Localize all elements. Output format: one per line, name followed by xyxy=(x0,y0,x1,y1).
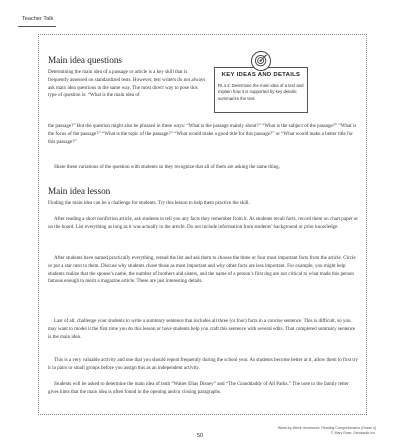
header-label: Teacher Talk xyxy=(22,16,54,22)
page-number: 50 xyxy=(196,433,204,439)
paragraph: Last of all, challenge your students to write a summary sentence that includes all three (or four) facts in a concise sentence. This is difficult, so you may want to model it the first time you do this lesson or have students help you craft this sentence with several edits. That completed summary sentence is the main idea. xyxy=(48,318,356,340)
footer-credit xyxy=(276,426,376,436)
paragraph: Share these variations of the question with students so they recognize that all of them are asking the same thing. xyxy=(54,164,280,170)
header-rule xyxy=(18,26,56,27)
paragraph: the passage?” But the question might also be phrased in these ways: “What is the passage mainly about?” “What is the subject of the passage?” “What is the focus of the passage?” “What is the topic of the passage?” “What would make a good title for this passage?” or “What would make a better title for this passage?” xyxy=(48,123,357,145)
section-heading-main-idea-lesson: Main idea lesson xyxy=(48,186,111,196)
paragraph: Students will be asked to determine the main idea of both “Walter Elias Disney” and “The Granddaddy of All Parks.” The note to the family letter gives hints that the main idea is often found in the opening and/or closing paragraphs. xyxy=(48,381,349,395)
paragraph: This is a very valuable activity and one that you should repeat frequently during the school year. As students become better at it, allow them to first try it in pairs or small groups before you assign this as an independent activity. xyxy=(48,357,358,371)
callout-standard-text: RI.4.2: Determine the main idea of a text and explain how it is supported by key details; summarize the text. xyxy=(218,83,304,101)
footer-credit-title: Week-by-Week Homework: Reading Comprehension (Grade 4) xyxy=(277,426,376,430)
paragraph: Determining the main idea of a passage or article is a key skill that is frequently assessed on standardized tests. However, test writers do not always ask main idea questions in the same way. The most direct way to pose this type of question is: “What is the main idea of xyxy=(48,69,206,99)
section-heading-main-idea-questions: Main idea questions xyxy=(48,55,122,65)
paragraph: After students have named practically everything, reread the list and ask them to choose the three or four most important facts from the article. Circle or put a star next to them. Discuss why students chose those as most important and why other facts are less important. For example, you might help students realize that the spouse’s name, the number of brothers and sisters, and the name of a person’s first dog are not critical to what made this person famous enough to merit a magazine article. These are just interesting details. xyxy=(48,255,356,285)
callout-title: KEY IDEAS AND DETAILS xyxy=(221,72,301,78)
paragraph: After reading a short nonfiction article, ask students to tell you any facts they remember from it. As students recall facts, record them on chart paper or on the board. List everything as long as it was actually in the article. Do not include information from students’ background or prior knowledge. xyxy=(48,216,358,230)
footer-credit-copyright: © Mary Rose, Scholastic Inc. xyxy=(331,430,376,435)
paragraph: Finding the main idea can be a challenge for students. Try this lesson to help them practice the skill. xyxy=(48,200,250,206)
target-icon xyxy=(251,51,271,71)
